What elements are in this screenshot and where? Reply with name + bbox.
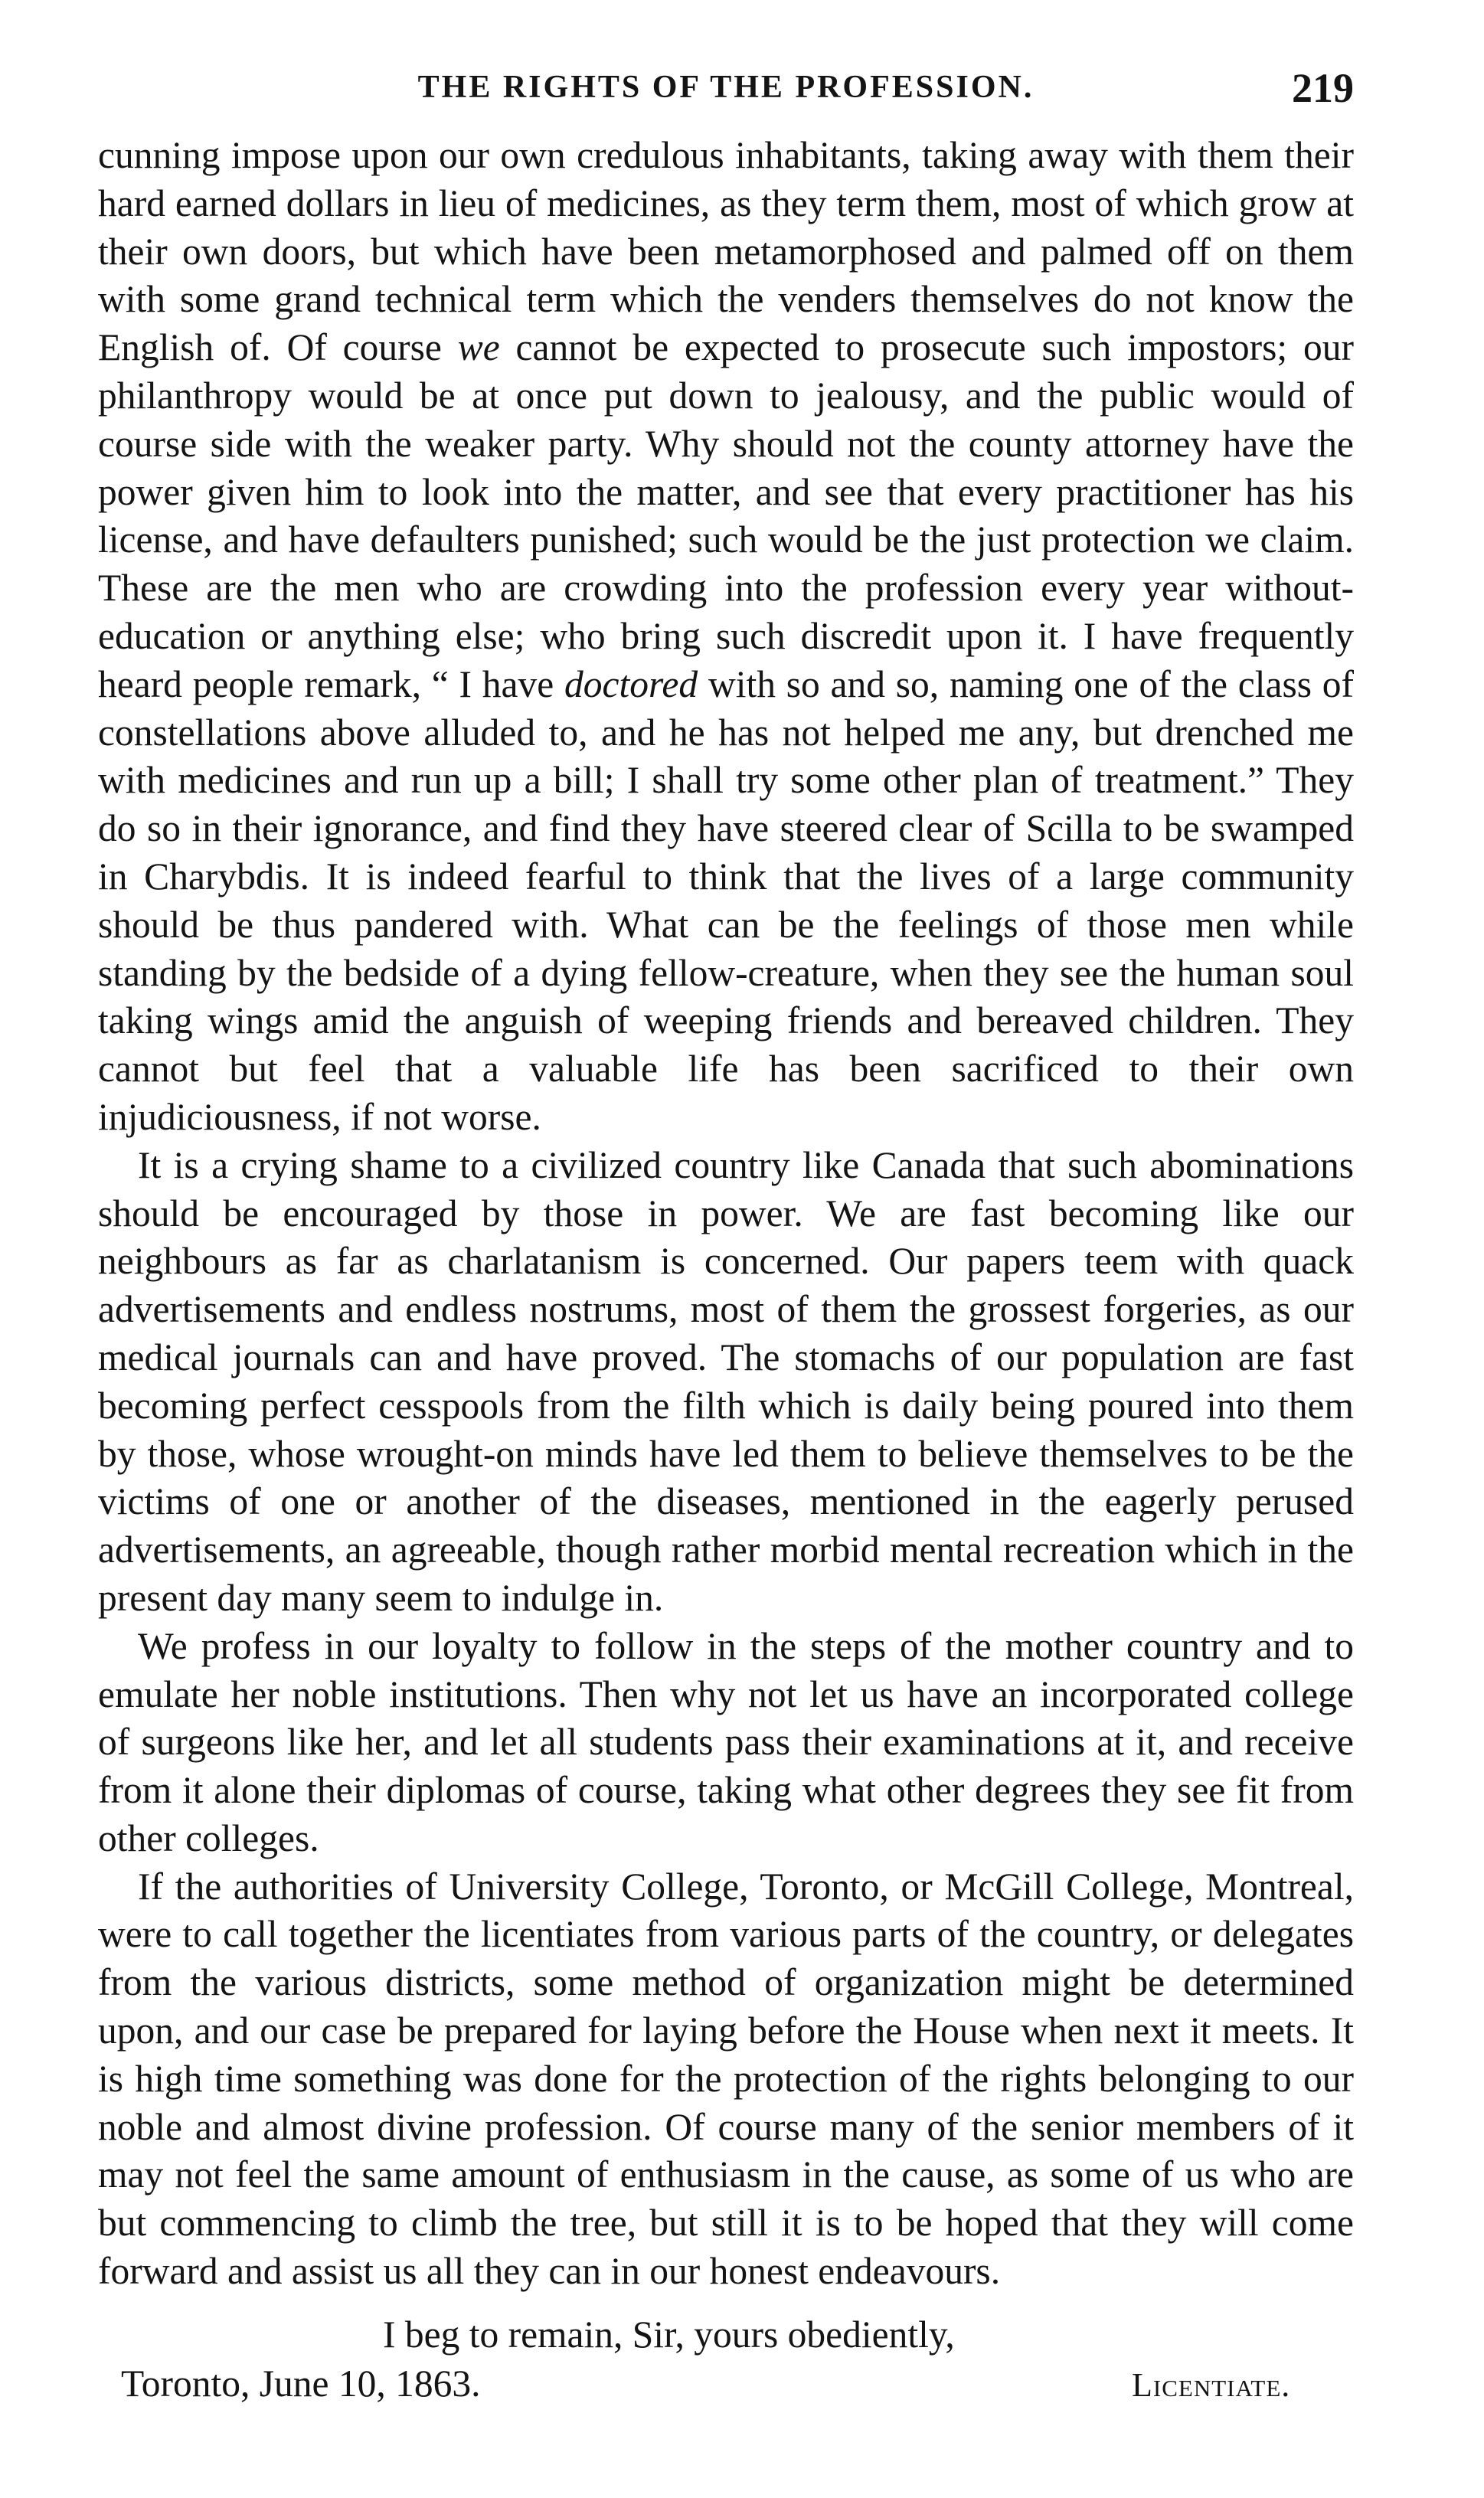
closing-line: I beg to remain, Sir, yours obediently, <box>383 2313 955 2356</box>
italic-doctored: doctored <box>564 662 698 705</box>
paragraph-1 <box>98 132 1354 1142</box>
paragraph-1-part-b: cannot be expected to prosecute such impostors; our philanthropy would be at once put down to jealousy, and the public would of course side with the weaker party. Why should not the county attorney have the power given him to look into the matter, and see that every practitioner has his license, and have defaulters punished; such would be the just protection we claim. These are the men who are crowding into the profession every year without-education or anything else; who bring such discredit upon it. I have frequently heard people remark, “ I have <box>98 326 1354 705</box>
letter-closing <box>0 2311 1484 2418</box>
paragraph-2: It is a crying shame to a civilized country like Canada that such abominations should be encouraged by those in power. We are fast becoming like our neighbours as far as charlatanism is concerned. Our papers teem with quack advertisements and endless nostrums, most of them the grossest forgeries, as our medical journals can and have proved. The stomachs of our population are fast becoming perfect cesspools from the filth which is daily being poured into them by those, whose wrought-on minds have led them to believe themselves to be the victims of one or another of the diseases, mentioned in the eagerly perused advertisements, an agreeable, though rather morbid mental recreation which in the present day many seem to indulge in. <box>98 1143 1354 1619</box>
body-text <box>98 132 1354 2296</box>
page-number: 219 <box>1292 65 1354 111</box>
signature: Licentiate. <box>1132 2366 1291 2404</box>
running-title: THE RIGHTS OF THE PROFESSION. <box>417 70 1035 105</box>
paragraph-4: If the authorities of University College, Toronto, or McGill College, Montreal, were to call together the licentiates from various parts of the country, or delegates from the various districts, some method of organization might be determined upon, and our case be prepared for laying before the House when next it meets. It is high time something was done for the protection of the rights belonging to our noble and almost divine profession. Of course many of the senior members of it may not feel the same amount of enthusiasm in the cause, as some of us who are but commencing to climb the tree, but still it is to be hoped that they will come forward and assist us all they can in our honest endeavours. <box>98 1865 1354 2293</box>
paragraph-1-part-a: cunning impose upon our own credulous inhabitants, taking away with them their hard earned dollars in lieu of medicines, as they term them, most of which grow at their own doors, but which have been metamorphosed and palmed off on them with some grand technical term which the venders themselves do not know the English of. Of course <box>98 134 1354 369</box>
paragraph-3: We profess in our loyalty to follow in the steps of the mother country and to emulate her noble institutions. Then why not let us have an incorporated college of surgeons like her, and let all students pass their examinations at it, and receive from it alone their diplomas of course, taking what other degrees they see fit from other colleges. <box>98 1624 1354 1859</box>
page-header <box>98 65 1354 123</box>
paragraph-1-part-c: with so and so, naming one of the class of constellations above alluded to, and he has not helped me any, but drenched me with medicines and run up a bill; I shall try some other plan of treatment.” They do so in their ignorance, and find they have steered clear of Scilla to be swamped in Charybdis. It is indeed fearful to think that the lives of a large community should be thus pandered with. What can be the feelings of those men while standing by the bedside of a dying fellow-creature, when they see the human soul taking wings amid the anguish of weeping friends and bereaved children. They cannot but feel that a valuable life has been sacrificed to their own injudiciousness, if not worse. <box>98 662 1355 1138</box>
italic-we: we <box>457 326 500 369</box>
place-date: Toronto, June 10, 1863. <box>121 2362 481 2405</box>
